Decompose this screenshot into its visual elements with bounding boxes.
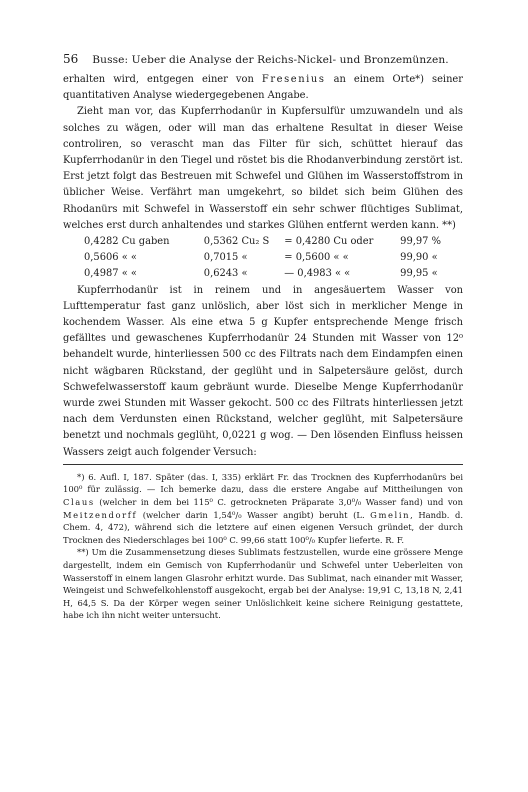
body-text-continued [63, 283, 463, 461]
equation-row [63, 250, 463, 266]
author-name-fresenius: Fresenius [261, 74, 326, 85]
eq-cell: 0,4282 Cu gaben [84, 236, 170, 248]
eq-cell: 99,97 % [400, 236, 441, 248]
eq-cell: 99,95 « [400, 268, 438, 280]
footnote-1-text-b: (welcher in dem bei 115⁰ C. getrockneten Präparate 3,0⁰/₀ Wasser fand) und von [94, 497, 463, 508]
footnote-1 [63, 471, 463, 547]
eq-cell: 0,5362 Cu₂ S [203, 236, 270, 248]
paragraph-1 [63, 72, 463, 104]
equation-row [63, 266, 463, 282]
footnote-1-text-d: , Handb. d. Chem. 4, 472), während sich die letztere auf einen eigenen Versuch gründet, der durch Trocknen des Niederschlages bei 100⁰ C. 99,66 statt 100⁰/₀ Kupfer lieferte. R. F. [63, 509, 464, 545]
author-name-gmelin: Gmelin [370, 509, 411, 520]
paragraph-1-text-a: erhalten wird, entgegen einer von [63, 74, 262, 85]
page-number: 56 [63, 52, 79, 66]
equation-row [63, 234, 463, 250]
paragraph-3: Kupferrhodanür ist in reinem und in angesäuertem Wasser von Lufttemperatur fast ganz unlöslich, aber löst sich in merklicher Menge in kochendem Wasser. Als eine etwa 5 g Kupfer entsprechende Menge frisch gefälltes und gewaschenes Kupferrhodanür 24 Stunden mit Wasser von 12⁰ behandelt wurde, hinterliessen 500 cc des Filtrats nach dem Eindampfen einen nicht wägbaren Rückstand, der geglüht und in Salpetersäure gelöst, durch Schwefelwasserstoff kaum gebräunt wurde. Dieselbe Menge Kupferrhodanür wurde zwei Stunden mit Wasser gekocht. 500 cc des Filtrats hinterliessen jetzt nach dem Verdunsten einen Rückstand, welcher geglüht, mit Salpetersäure benetzt und nochmals geglüht, 0,0221 g wog. — Den lösenden Einfluss heissen Wassers zeigt auch folgender Versuch: [63, 284, 463, 458]
eq-cell: = 0,5600 « « [284, 252, 349, 264]
equation-block [63, 234, 463, 283]
document-page [63, 52, 463, 622]
footnote-2: **) Um die Zusammensetzung dieses Sublimats festzustellen, wurde eine grössere Menge dargestellt, indem ein Gemisch von Kupferrhodanür und Schwefel unter Ueberleiten von Wasserstoff in einem langen Glasrohr erhitzt wurde. Das Sublimat, nach einander mit Wasser, Weingeist und Schwefelkohlenstoff ausgekocht, ergab bei der Analyse: 19,91 C, 13,18 N, 2,41 H, 64,5 S. Da der Körper wegen seiner Unlöslichkeit keine sichere Reinigung gestattete, habe ich ihn nicht weiter untersucht. [63, 547, 463, 621]
paragraph-2: Zieht man vor, das Kupferrhodanür in Kupfersulfür umzuwandeln und als solches zu wägen, oder will man das erhaltene Resultat in dieser Weise controliren, so verascht man das Filter für sich, schüttet hierauf das Kupferrhodanür in den Tiegel und röstet bis die Rhodanverbindung zerstört ist. Erst jetzt folgt das Bestreuen mit Schwefel und Glühen im Wasserstoffstrom in üblicher Weise. Verfährt man umgekehrt, so bildet sich beim Glühen des Rhodanürs mit Schwefel in Wasserstoff ein sehr schwer flüchtiges Sublimat, welches erst durch anhaltendes und starkes Glühen entfernt werden kann. **) [63, 106, 463, 231]
author-name-meitzendorff: Meitzendorff [63, 509, 138, 520]
eq-cell: 0,6243 « [203, 268, 248, 280]
eq-cell: 0,5606 « « [84, 252, 137, 264]
footnote-1-text-a: *) 6. Aufl. I, 187. Später (das. I, 335) erklärt Fr. das Trocknen des Kupferrhodanürs bei 100⁰ für zulässig. — Ich bemerke dazu, dass die erstere Angabe auf Mittheilungen von [63, 471, 463, 495]
body-text [63, 72, 463, 234]
page-header [63, 52, 463, 72]
footnotes [63, 471, 463, 622]
eq-cell: — 0,4983 « « [284, 268, 351, 280]
eq-cell: 0,7015 « [203, 252, 248, 264]
eq-cell: 99,90 « [400, 252, 438, 264]
running-title: Busse: Ueber die Analyse der Reichs-Nickel- und Bronzemünzen. [92, 54, 449, 66]
eq-cell: 0,4987 « « [84, 268, 137, 280]
author-name-claus: Claus [63, 497, 95, 508]
footnote-1-text-c: (welcher darin 1,54⁰/₀ Wasser angibt) beruht (L. [137, 509, 371, 520]
paragraph-1-text-b: an einem Orte*) seiner quantitativen Analyse wiedergegebenen Angabe. [63, 74, 463, 102]
footnote-divider [63, 464, 463, 465]
eq-cell: = 0,4280 Cu oder [284, 236, 374, 248]
